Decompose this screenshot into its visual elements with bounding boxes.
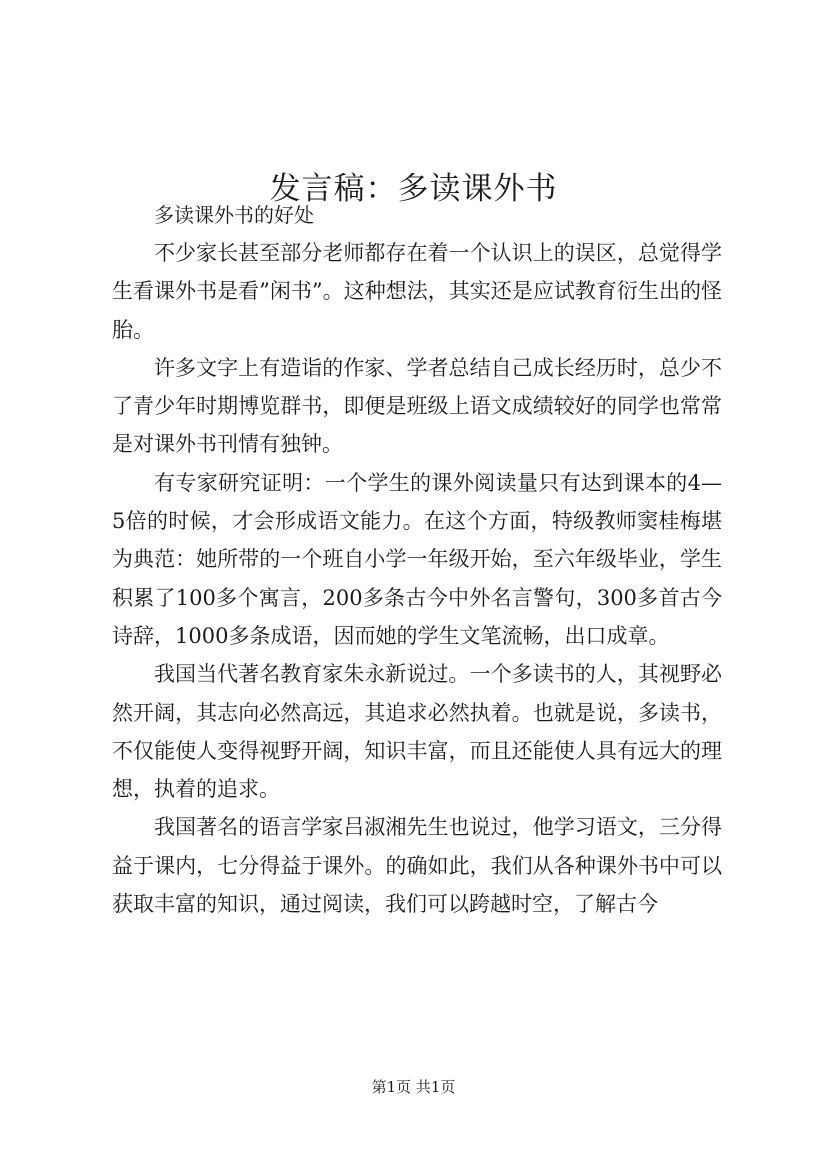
paragraph-3: 有专家研究证明：一个学生的课外阅读量只有达到课本的4—5倍的时候，才会形成语文能力。在这个方面，特级教师窦桂梅堪为典范：她所带的一个班自小学一年级开始，至六年级毕业，学生积累了100多个寓言，200多条古今中外名言警句，300多首古今诗辞，1000多条成语，因而她的学生文笔流畅，出口成章。	[112, 470, 722, 648]
body-text	[112, 234, 722, 923]
paragraph-2: 许多文字上有造诣的作家、学者总结自己成长经历时，总少不了青少年时期博览群书，即便是班级上语文成绩较好的同学也常常是对课外书刊情有独钟。	[112, 355, 722, 457]
paragraph-1: 不少家长甚至部分老师都存在着一个认识上的误区，总觉得学生看课外书是看”闲书”。这种想法，其实还是应试教育衍生出的怪胎。	[112, 241, 722, 342]
page-footer: 第1页 共1页	[371, 1078, 456, 1096]
page-title: 发言稿：多读课外书	[269, 170, 558, 207]
paragraph-4: 我国当代著名教育家朱永新说过。一个多读书的人，其视野必然开阔，其志向必然高远，其追求必然执着。也就是说，多读书，不仅能使人变得视野开阔，知识丰富，而且还能使人具有远大的理想，执着的追求。	[112, 662, 722, 802]
section-subheading: 多读课外书的好处	[154, 203, 314, 227]
paragraph-5: 我国著名的语言学家吕淑湘先生也说过，他学习语文，三分得益于课内，七分得益于课外。的确如此，我们从各种课外书中可以获取丰富的知识，通过阅读，我们可以跨越时空，了解古今	[112, 815, 722, 917]
